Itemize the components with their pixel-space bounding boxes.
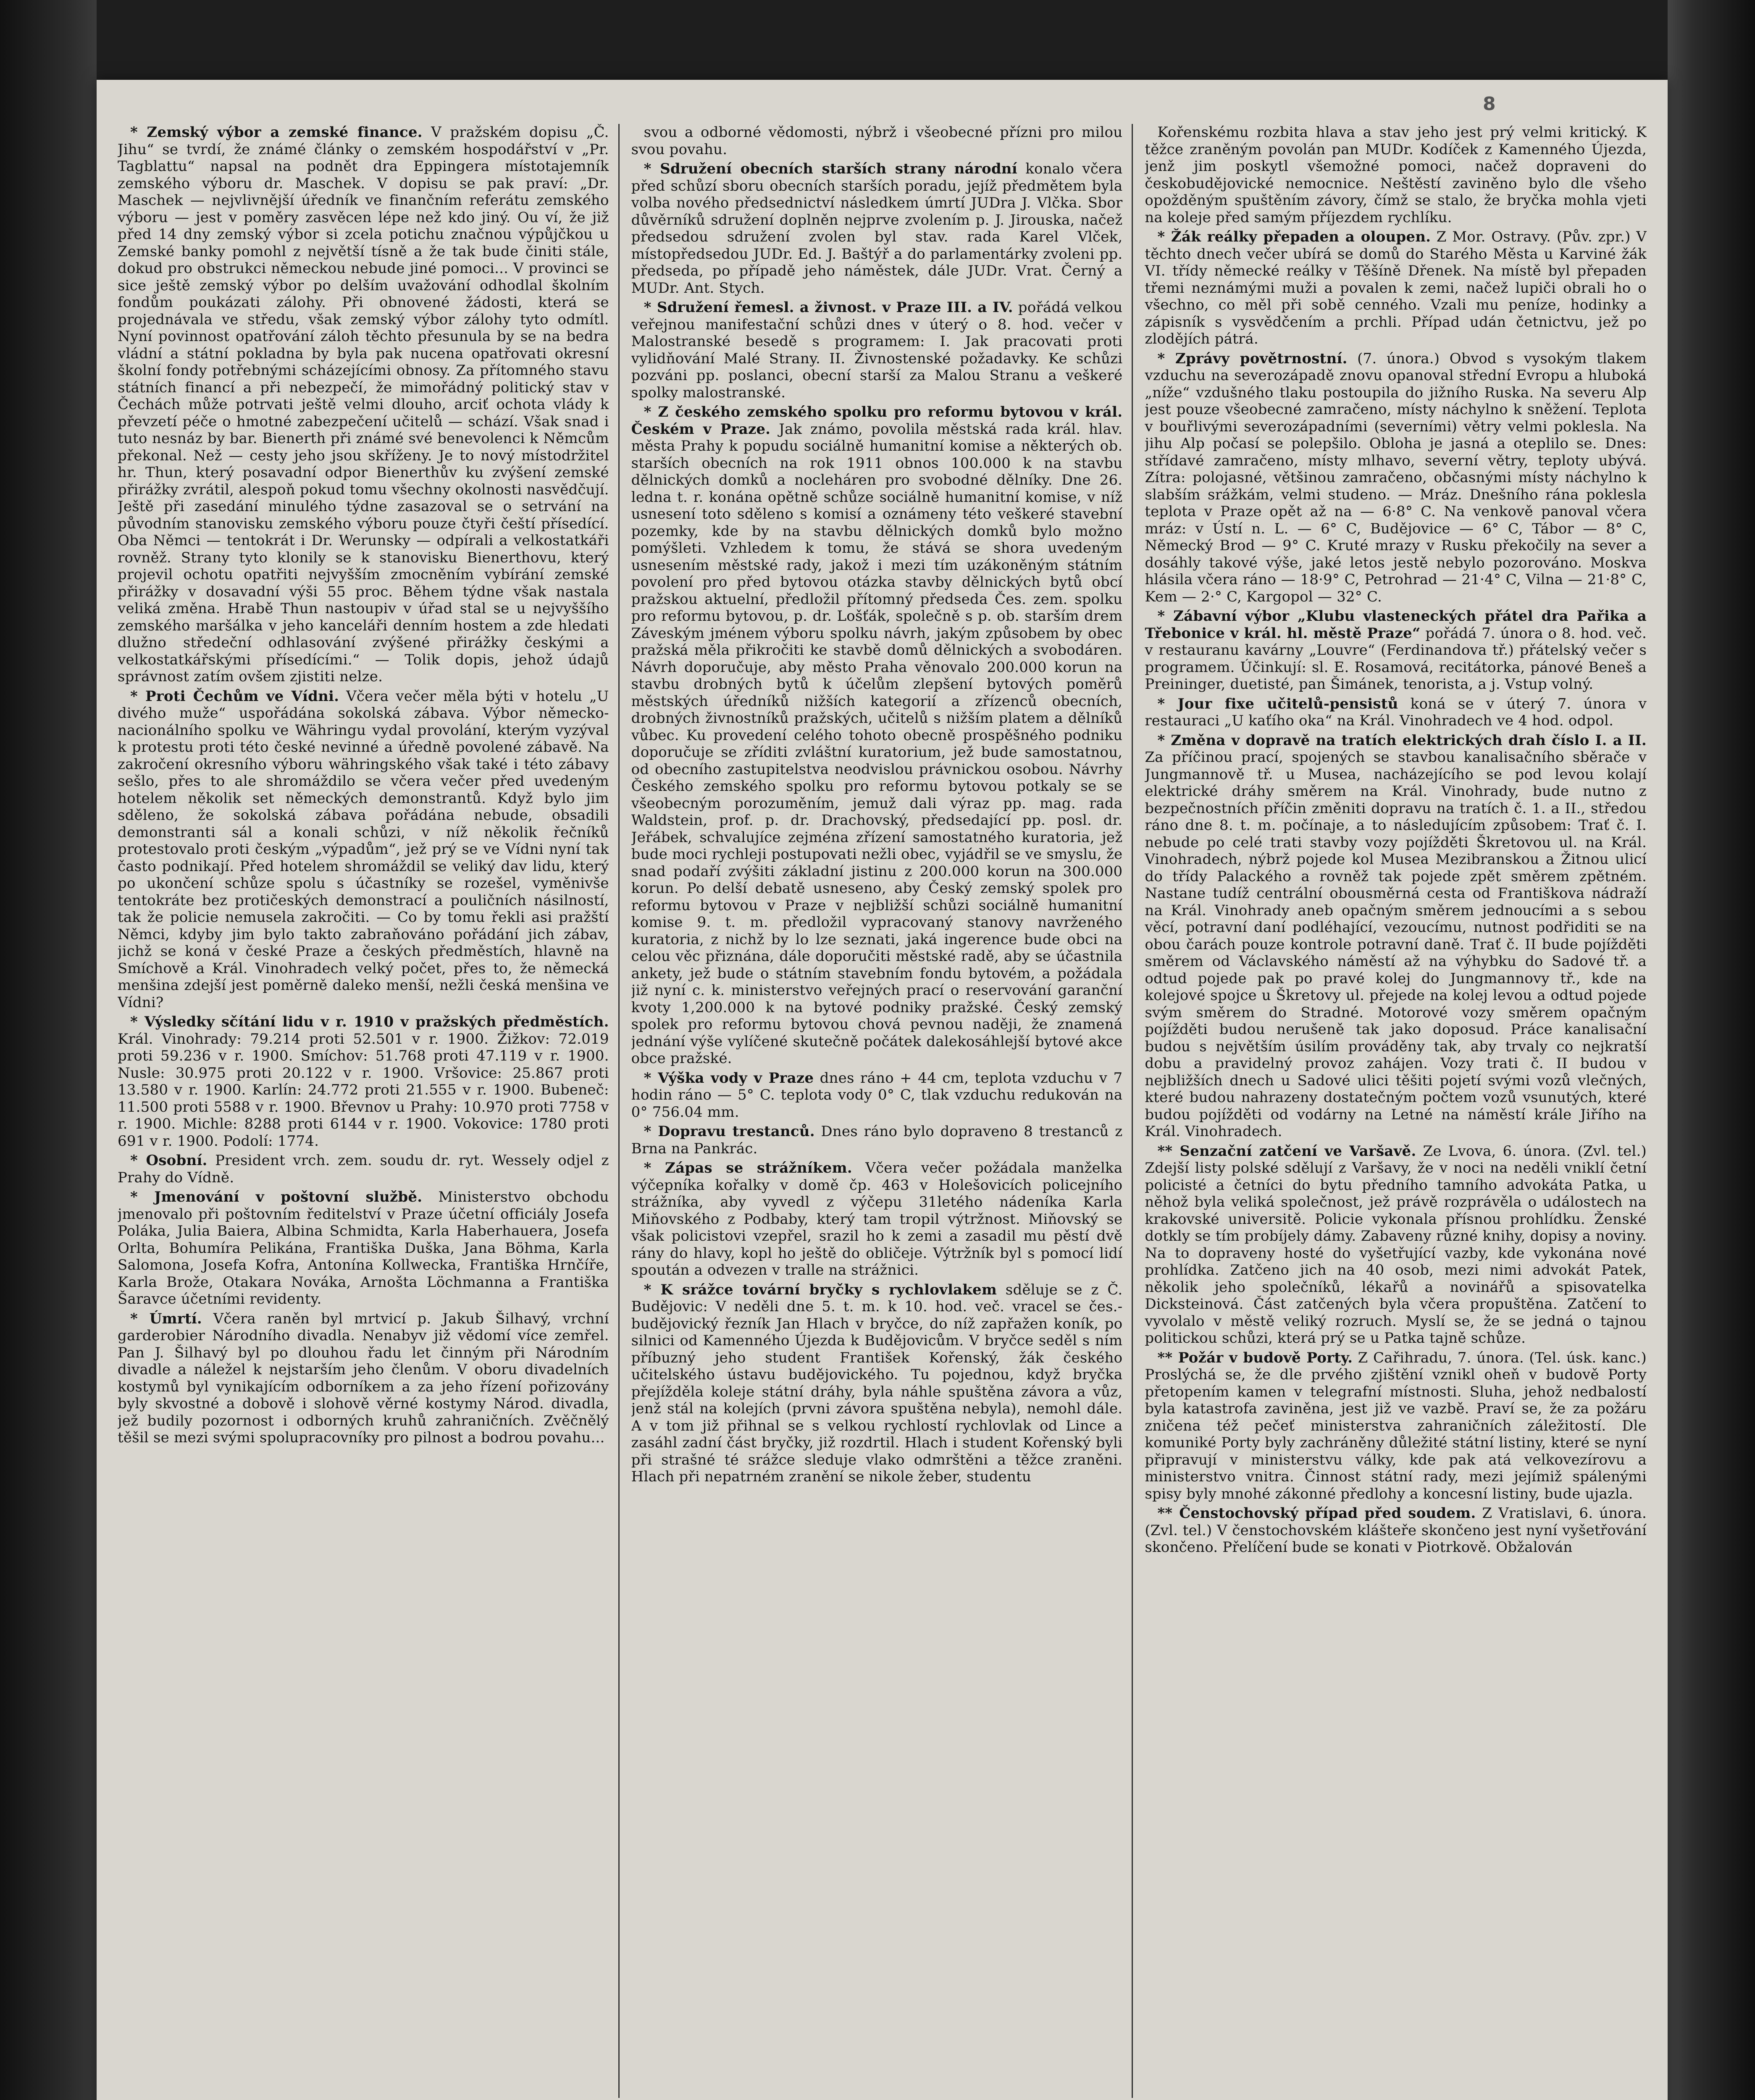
- article-paragraph: [1145, 1143, 1647, 1347]
- article-text: svou a odborné vědomosti, nýbrž i všeobecné přízni pro milou svou povahu.: [631, 124, 1123, 158]
- article-heading: * Zemský výbor a zemské finance.: [130, 124, 423, 141]
- article-text: (7. února.) Obvod s vysokým tlakem vzduchu na severozápadě znovu opanoval střední Evropu a hluboká „níže“ vzdušného tlaku postoupila do jižního Ruska. Na severu Alp jest pouze všeobecné zamračeno, místy náchylno k sněžení. Teplota v bouřlivými severozápadními (severními) větry velmi poklesla. Na jihu Alp počasí se polepšilo. Obloha je jasná a oteplilo se. Dnes: střídavé zamračeno, místy mlhavo, severní větry, teploty ubývá. Zítra: polojasné, většinou zamračeno, občasnými místy náchylno k slabším srážkám, velmi studeno. — Mráz. Dnešního rána poklesla teplota v Praze opět až na — 6·8° C. Na venkově panoval včera mráz: v Ústí n. L. — 6° C, Budějovice — 6° C, Tábor — 8° C, Německý Brod — 9° C. Kruté mrazy v Rusku překočily na sever a dosáhly takové výše, jaké letos jestě nebylo pozorováno. Moskva hlásila včera ráno — 18·9° C, Petrohrad — 21·4° C, Vilna — 21·8° C, Kem — 2·° C, Kargopol — 32° C.: [1145, 350, 1647, 605]
- article-paragraph: [631, 1070, 1123, 1121]
- article-paragraph: [118, 1189, 609, 1308]
- article-text: Ze Lvova, 6. února. (Zvl. tel.) Zdejší listy polské sdělují z Varšavy, že v noci na neděli vniklí četní policisté a četníci do bytu předního tamního advokáta Patka, u něhož byla veliká společnost, jež právě rozprávěla o událostech na krakovské universitě. Policie vykonala přísnou prohlídku. Ženské dotkly se tím probíjely dámy. Zabaveny různé knihy, dopisy a noviny. Na to dopraveny hosté do vyšetřující vazby, kde vykonána nové prohlídka. Zatčeno jich na 40 osob, mezi nimi advokát Patek, několik jeho společníků, lékařů a novinářů a spisovatelka Dicksteinová. Část zatčených byla včera propuštěna. Zatčení to vyvolalo v městě veliký rozruch. Myslí se, že se jedná o tajnou politickou schůzi, která prý se u Patka tajně schůze.: [1145, 1142, 1647, 1347]
- article-heading: * Úmrtí.: [130, 1310, 202, 1327]
- article-text: pořádá velkou veřejnou manifestační schůzi dnes v úterý o 8. hod. večer v Malostranské besedě s programem: I. Jak pracovati proti vylidňování Malé Strany. II. Živnostenské požadavky. Ke schůzi pozváni pp. poslanci, obecní starší za Malou Stranu a veškeré spolky malostranské.: [631, 299, 1123, 401]
- article-heading: * Dopravu trestanců.: [644, 1123, 815, 1140]
- article-text: Z Cařihradu, 7. února. (Tel. úsk. kanc.) Proslýchá se, že dle prvého zjištění vznikl oheň v budově Porty přetopením kamen v telegrafní místnosti. Sluha, jehož nedbalostí byla katastrofa zaviněna, jest již ve vazbě. Praví se, že za požáru zničena též pečeť ministerstva zahraničních záležitostí. Dle komuniké Porty byly zachráněny důležité státní listiny, které se nyní připravují v ministerstvu války, kde pak atá velkovezírovu a ministerstvo vnitra. Činnost státní rady, mezi jejímiž spálenými spisy byly mnohé zákonné předlohy a koncesní listiny, bude ujazla.: [1145, 1349, 1647, 1502]
- article-text: koná se v úterý 7. února v restauraci „U kaťího oka“ na Král. Vinohradech ve 4 hod. odpol.: [1145, 695, 1647, 729]
- column-2: [631, 124, 1133, 2098]
- article-paragraph: [118, 1310, 609, 1446]
- article-paragraph: [118, 688, 609, 1011]
- article-paragraph: [631, 1123, 1123, 1157]
- article-paragraph: [118, 124, 609, 685]
- article-paragraph: [1145, 696, 1647, 730]
- article-heading: * Zprávy povětrnostní.: [1157, 350, 1348, 367]
- article-heading: ** Požár v budově Porty.: [1157, 1349, 1353, 1366]
- article-heading: * Z českého zemského spolku pro reformu bytovou v král. Českém v Praze.: [631, 404, 1123, 438]
- article-text: sděluje se z Č. Budějovic: V neděli dne 5. t. m. k 10. hod. več. vracel se čes.-budějovický řezník Jan Hlach v bryčce, do níž zapřažen koník, po silnici od Kamenného Újezda k Budějovicům. V bryčce seděl s ním příbuzný jeho student František Kořenský, žák českého učitelského ústavu budějovického. Tu pojednou, když bryčka přejížděla koleje státní dráhy, byla náhle spuštěna závora a vůz, jenž stál na kolejích (prvni závora spuštěna nebyla), nemohl dále. A v tom již přihnal se s velkou rychlostí rychlovlak od Lince a zasáhl zadní část bryčky, již rozdrtil. Hlach i student Kořenský byli při strašné té srážce sleduje vlako odmrštěni a těžce zraněni. Hlach při nepatrném zranění se nikole žeber, studentu: [631, 1281, 1123, 1485]
- article-paragraph: [631, 124, 1123, 158]
- article-text: konalo včera před schůzí sboru obecních starších poradu, jejíž předmětem byla volba nového předsednictví následkem úmrtí JUDra J. Vlčka. Sbor důvěrníků sdružení doplněn nejprve zvolením p. J. Jirouska, načež předsedou sdružení zvolen byl stav. rada Karel Vlček, místopředsedou JUDr. Ed. J. Baštýř a do parlamentárky zvoleni pp. předseda, po případě jeho náměstek, dále JUDr. Vrat. Černý a MUDr. Ant. Stych.: [631, 160, 1123, 297]
- newspaper-page: [97, 80, 1668, 2100]
- column-1: [118, 124, 620, 2098]
- page-number: 8: [1483, 93, 1496, 115]
- article-heading: * Změna v dopravě na tratích elektrických drah číslo I. a II.: [1157, 732, 1647, 749]
- article-heading: * Žák reálky přepaden a oloupen.: [1157, 228, 1431, 245]
- article-text: Včera raněn byl mrtvicí p. Jakub Šilhavý, vrchní garderobier Národního divadla. Nenabyv již vědomí více zemřel. Pan J. Šilhavý byl po dlouhou řadu let činným při Národním divadle a náležel k nejstarším jeho členům. V oboru divadelních kostymů byl vynikajícím odborníkem a za jeho řízení pořizovány byly skvostné a dobově i slohově věrné kostymy Národ. divadla, jež budily pozornost i odborných kruhů zahraničních. Zvěčnělý těšil se mezi svými spolupracovníky pro pilnost a bodrou povahu...: [118, 1310, 609, 1446]
- scan-border-left: [0, 0, 97, 2100]
- article-heading: * Zábavní výbor „Klubu vlasteneckých přátel dra Pařika a Třebonice v král. hl. městě Praze“: [1145, 608, 1647, 642]
- article-text: Král. Vinohrady: 79.214 proti 52.501 v r. 1900. Žižkov: 72.019 proti 59.236 v r. 1900. Smíchov: 51.768 proti 47.119 v r. 1900. Nusle: 30.975 proti 20.122 v r. 1900. Vršovice: 25.867 proti 13.580 v r. 1900. Karlín: 24.772 proti 21.555 v r. 1900. Bubeneč: 11.500 proti 5588 v r. 1900. Břevnov u Prahy: 10.970 proti 7758 v r. 1900. Michle: 8288 proti 6144 v r. 1900. Vokovice: 1780 proti 691 v r. 1900. Podolí: 1774.: [118, 1030, 609, 1150]
- article-paragraph: [118, 1013, 609, 1150]
- article-heading: * Sdružení řemesl. a živnost. v Praze III. a IV.: [644, 299, 1013, 316]
- article-paragraph: [1145, 1349, 1647, 1503]
- article-heading: * Jmenování v poštovní službě.: [130, 1189, 423, 1205]
- article-text: President vrch. zem. soudu dr. ryt. Wessely odjel z Prahy do Vídně.: [118, 1152, 609, 1186]
- article-heading: * K srážce tovární bryčky s rychlovlakem: [644, 1281, 997, 1298]
- article-paragraph: [631, 299, 1123, 401]
- article-paragraph: [631, 1160, 1123, 1279]
- article-paragraph: [1145, 124, 1647, 226]
- article-text: V pražském dopisu „Č. Jihu“ se tvrdí, že známé články o zemském hospodářství v „Pr. Tagblattu“ napsal na podnět dra Eppingera místotajemník zemského výboru dr. Maschek. V dopisu se pak praví: „Dr. Maschek — nejvlivnější úředník ve finančním referátu zemského výboru — jest v poměry zasvěcen lépe než kdo jiný. Ou ví, že již před 14 dny zemský výbor si zcela potichu značnou výpůjčkou u Zemské banky pomohl z největší tísně a že tak bude činiti stále, dokud pro obstrukci německou nebude jiné pomoci... V provinci se sice ještě zemský výbor po delším uvažování odhodlal školním fondům poukázati zálohy. Při obnovené žádosti, která se projednávala ve středu, však zemský výbor zálohy tyto odmítl. Nyní povinnost opatřování záloh těchto přesunula by se na bedra vládní a státní pokladna by byla pak nucena opatřovati okresní školní fondy potřebnými scházejícími obnosy. Za přítomného stavu státních financí a při nebezpečí, že mimořádný politický stav v Čechách může potrvati ještě velmi dlouho, arciť ochota vlády k převzetí péče o hmotné zabezpečení učitelů — schází. Však snad i tuto nesnáz by bar. Bienerth při známé své benevolenci k Němcům překonal. Než — cesty jeho jsou skříženy. Je to nový místodržitel hr. Thun, který posavadní odpor Bienerthův ku zvýšení zemské přirážky zvrátil, alespoň pokud tomu všechny okolnosti nasvědčují. Ještě při zasedání minulého týdne zasazoval se o setrvání na původním stanovisku zemského výboru pouze čtyři čeští přísedící. Oba Němci — tentokrát i Dr. Werunsky — odpírali a velkostatkáři rovněž. Strany tyto klonily se k stanovisku Bienerthovu, který projevil ochotu opatřiti nejvyšším zmocněním vybírání zemské přirážky v dosavadní výši 55 proc. Během týdne však nastala veliká změna. Hrabě Thun nastoupiv v úřad stal se u nejvyššího zemského maršálka v jeho kanceláři denním hostem a zde hledati dlužno středeční odhlasování zvýšené přirážky českými a velkostatkářskými přísedícími.“ — Tolik dopis, jehož údajů správnost zatím ovšem zjistiti nelze.: [118, 124, 609, 685]
- article-text: Kořenskému rozbita hlava a stav jeho jest prý velmi kritický. K těžce zraněným povolán pan MUDr. Kodíček z Kamenného Újezda, jenž jim poskytl všemožné pomoci, načež dopraveni do českobudějovické nemocnice. Neštěstí zaviněno bylo dle všeho opožděným spuštěním závory, čímž se stalo, že bryčka mohla vjeti na koleje před samým příjezdem rychlíku.: [1145, 124, 1647, 226]
- article-text: Za příčinou prací, spojených se stavbou kanalisačního sběrače v Jungmannově tř. u Musea, nacházejícího se pod levou kolají elektrické dráhy směrem na Král. Vinohrady, bude nutno z bezpečnostních příčin změniti dopravu na tratích č. 1. a II., středou ráno dne 8. t. m. počínaje, a to následujícím způsobem: Trať č. I. nebude po celé trati stavby vozy pojížděti Škretovou ul. na Král. Vinohradech, nýbrž pojede kol Musea Mezibranskou a Žitnou ulicí do třídy Palackého a rovněž tak pojede zpět směrem zpětném. Nastane tudíž centrální obousměrná cesta od Františkova nádraží na Král. Vinohrady aneb opačným směrem jednoucími a s sebou věcí, potravní daní podléhající, vezoucímu, nutnost podřiditi se na obou čarách pouze kontrole potravní daně. Trať č. II bude pojížděti směrem od Václavského náměstí až na výhybku do Sadové tř. a odtud pojede pak po pravé kolej do Jungmannovy tř., kde na kolejové spojce u Škretovy ul. přejede na kolej levou a odtud pojede svým směrem do Stradné. Motorové vozy směrem opačným pojížděti budou nerušeně tak jako doposud. Práce kanalisační budou s největším úsilím prováděny tak, aby trvaly co nejkratší dobu a pravidelný provoz zahájen. Vozy trati č. II budou v nejbližších dnech u Sadové ulici těšiti pojetí svými vozů vlečných, které budou nahrazeny dostatečným počtem vozů vsunutých, které budou pojížděti od vodárny na Letné na náměstí krále Jiřího na Král. Vinohradech.: [1145, 749, 1647, 1140]
- article-paragraph: [1145, 228, 1647, 348]
- article-paragraph: [631, 404, 1123, 1067]
- article-columns: [118, 124, 1647, 2098]
- article-text: Jak známo, povolila městská rada král. hlav. města Prahy k popudu sociálně humanitní komise a některých ob. starších obecních na rok 1911 obnos 100.000 k na stavbu dělnických domků a nocleháren pro svobodné dělníky. Dne 26. ledna t. r. konána opětně schůze sociálně humanitní komise, v níž usnesení toto sděleno s komisí a oznámeny této veškeré stavební pozemky, kde by na stavbu dělnických domků bylo možno pomýšleti. Vzhledem k tomu, že stává se shora uvedeným usnesením městské rady, jakož i mezi tím uzákoněným státním povolení pro před bytovou otázka stavby dělnických bytů obcí pražskou aktuelní, předložil přítomný předseda Čes. zem. spolku pro reformu bytovou, p. dr. Lošťák, společně s p. ob. starším drem Záveským jménem výboru spolku návrh, jakým způsobem by obec pražská měla přikročiti ke stavbě domů dělnických a svobodáren. Návrh doporučuje, aby město Praha věnovalo 200.000 korun na stavbu drobných bytů k účelům zlepšení bytových poměrů městských úředníků nižších kategorií a zřízenců obecních, drobných živnostníků pražských, učitelů s nižším platem a dělníků vůbec. Ku provedení celého tohoto obecně prospěšného podniku doporučuje se zříditi zvláštní kuratorium, jež bude samostatnou, od obecního zastupitelstva neodvislou právnickou osobou. Návrhy Českého zemského spolku pro reformu bytovou potkaly se se všeobecným porozuměním, jemuž dali výraz pp. mag. rada Waldstein, prof. p. dr. Drachovský, předsedající pp. posl. dr. Jeřábek, schvalujíce zejména zřízení samostatného kuratoria, jež bude moci rychleji postupovati nežli obec, vyjádřil se ve smyslu, že snad podaří zvýšiti základní jistinu z 200.000 korun na 300.000 korun. Po delší debatě usneseno, aby Český zemský spolek pro reformu bytovou v Praze v nejbližší schůzi sociálně humanitní komise 9. t. m. předložil vypracovaný stanovy navrženého kuratoria, z nichž by lo lze seznati, jaká ingerence bude obci na celou věc přiznána, dále doporučiti městské radě, aby se účastnila ankety, jež bude o státním stavebním fondu bytovém, a požádala již nyní c. k. ministerstvo veřejných prací o reservování garanční kvoty 1,200.000 k na bytové podniky pražské. Český zemský spolek pro reformu bytovou chová pevnou naději, že znamená jednání výše vylíčené skutečně počátek dalekosáhlejší bytové akce obce pražské.: [631, 420, 1123, 1067]
- article-heading: * Osobní.: [130, 1152, 208, 1169]
- article-heading: ** Senzační zatčení ve Varšavě.: [1157, 1142, 1416, 1160]
- article-paragraph: [1145, 608, 1647, 693]
- article-paragraph: [1145, 1505, 1647, 1556]
- article-text: dnes ráno + 44 cm, teplota vzduchu v 7 hodin ráno — 5° C. teplota vody 0° C, tlak vzduchu redukován na 0° 756.04 mm.: [631, 1069, 1123, 1121]
- article-heading: * Zápas se strážníkem.: [644, 1160, 852, 1176]
- article-heading: * Výsledky sčítání lidu v r. 1910 v pražských předměstích.: [130, 1013, 609, 1030]
- article-heading: ** Čenstochovský případ před soudem.: [1157, 1505, 1476, 1522]
- article-heading: * Výška vody v Praze: [644, 1069, 814, 1087]
- article-paragraph: [1145, 732, 1647, 1140]
- article-paragraph: [631, 1281, 1123, 1486]
- article-text: Dnes ráno bylo dopraveno 8 trestanců z Brna na Pankrác.: [631, 1123, 1123, 1157]
- column-3: [1145, 124, 1647, 2098]
- scan-border-right: [1668, 0, 1755, 2100]
- article-paragraph: [118, 1152, 609, 1186]
- article-paragraph: [1145, 350, 1647, 606]
- article-text: Z Vratislavi, 6. února. (Zvl. tel.) V čenstochovském klášteře skončeno jest nyní vyšetřování skončeno. Přelíčení bude se konati v Piotrkově. Obžalován: [1145, 1505, 1647, 1556]
- article-paragraph: [631, 160, 1123, 297]
- article-text: Z Mor. Ostravy. (Pův. zpr.) V těchto dnech večer ubírá se domů do Starého Města u Karviné žák VI. třídy německé reálky v Těšíně Dřenek. Na místě byl přepaden třemi neznámými muži a povalen k zemi, načež lupiči obrali ho o všechno, co měl při sobě cenného. Vzali mu peníze, hodinky a zápisník s vysvědčením a prchli. Případ udán četnictvu, jež po zlodějích pátrá.: [1145, 228, 1647, 347]
- article-text: Ministerstvo obchodu jmenovalo při poštovním ředitelství v Praze účetní officiály Josefa Poláka, Julia Baiera, Albina Schmidta, Karla Haberhauera, Josefa Orlta, Bohumíra Pelikána, Františka Duška, Jana Böhma, Karla Salomona, Josefa Kofra, Antonína Kollwecka, Františka Hrnčíře, Karla Brože, Otakara Nováka, Arnošta Löchmanna a Františka Šaravce účetními revidenty.: [118, 1189, 609, 1307]
- article-text: Včera večer měla býti v hotelu „U divého muže“ uspořádána sokolská zábava. Výbor německo-nacionálního spolku ve Währingu vydal provolání, kterým vyzýval k protestu proti této české nevinné a úředně povolené zábavě. Na zakročení okresního výboru währingského však také i této zábavy sešlo, přes to ale shromáždilo se včera večer před uvedeným hotelem několik set německých demonstrantů. Když bylo jim sděleno, že sokolská zábava pořádána nebude, obsadili demonstranti sál a konali schůzi, v níž několik řečníků protestovalo proti českým „výpadům“, jež prý se ve Vídni nyní tak často podnikají. Před hotelem shromáždil se veliký dav lidu, který po ukončení schůze spolu s účastníky se rozešel, vyměnivše tentokráte bez protičeských demonstrací a pouličních násilností, tak že policie nemusela zakročiti. — Co by tomu řekli asi pražští Němci, kdyby jim bylo takto zabraňováno pořádání jich zábav, jichž se koná v české Praze a českých předměstích, hlavně na Smíchově a Král. Vinohradech velký počet, přes to, že německá menšina zdejší jest poměrně daleko menší, nežli česká menšina ve Vídni?: [118, 688, 609, 1011]
- article-heading: * Sdružení obecních starších strany národní: [644, 160, 1017, 177]
- article-text: pořádá 7. února o 8. hod. več. v restauranu kavárny „Louvre“ (Ferdinandova tř.) přátelský večer s programem. Účinkují: sl. E. Rosamová, recitátorka, pánové Beneš a Preininger, duetisté, pan Šimánek, tenorista, a j. Vstup volný.: [1145, 625, 1647, 693]
- article-heading: * Proti Čechům ve Vídni.: [130, 688, 339, 705]
- article-heading: * Jour fixe učitelů-pensistů: [1157, 695, 1398, 712]
- article-text: Včera večer požádala manželka výčepníka kořalky v domě čp. 463 v Holešovicích policejního strážníka, aby vyvedl z výčepu 31letého nádeníka Karla Miňovského z Podbaby, který tam tropil výtržnost. Miňovský se však policistovi vzepřel, srazil ho k zemi a zasadil mu pěstí dvě rány do hlavy, kopl ho ještě do obličeje. Výtržník byl s pomocí lidí spoután a odvezen v tralle na strážnici.: [631, 1160, 1123, 1278]
